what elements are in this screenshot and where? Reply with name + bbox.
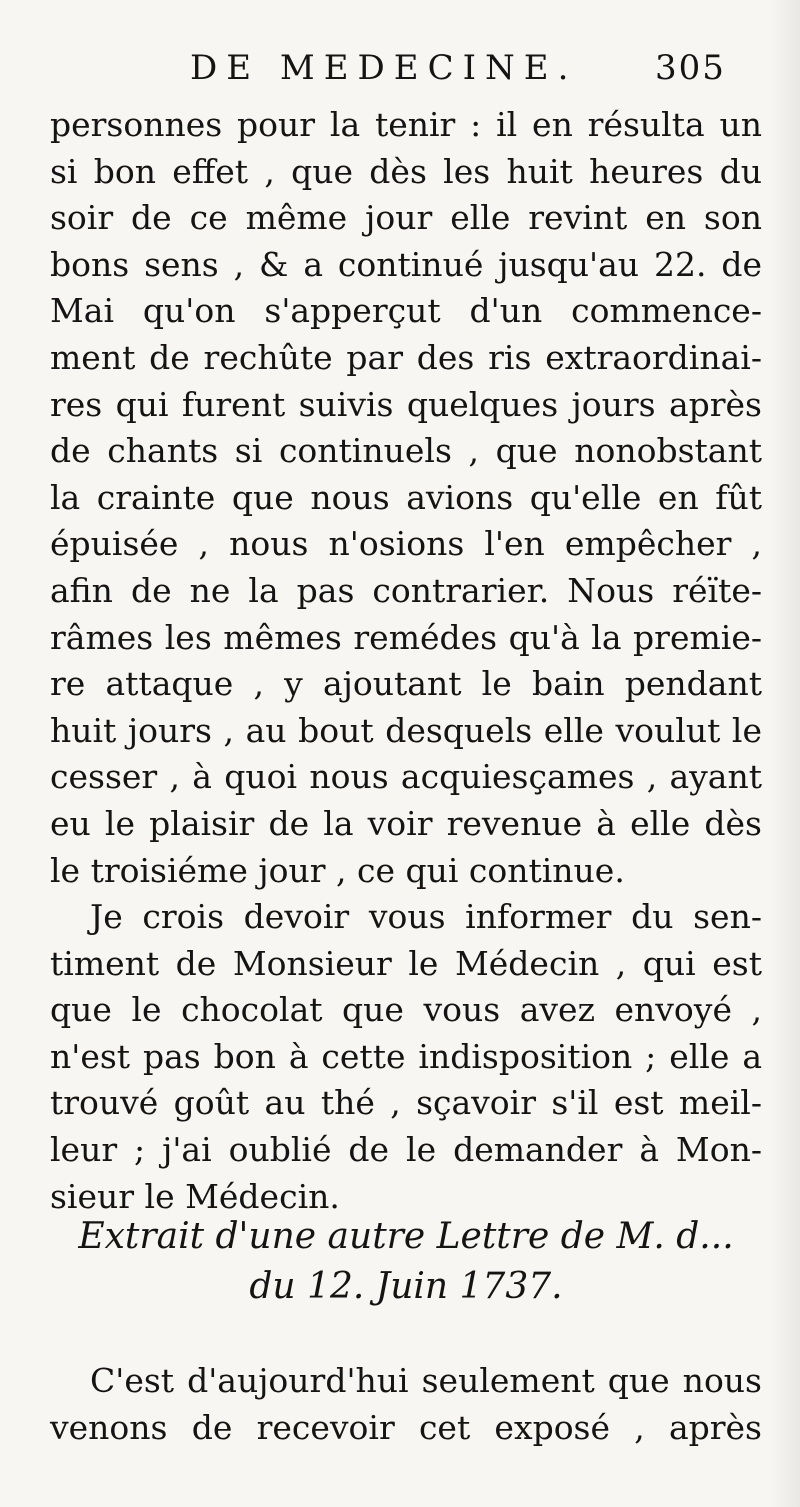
page-header xyxy=(0,48,800,98)
text-line: timent de Monsieur le Médecin , qui est xyxy=(50,943,762,983)
text-line: épuisée , nous n'osions l'en empêcher , xyxy=(50,524,762,564)
text-line: la crainte que nous avions qu'elle en fût xyxy=(50,477,762,517)
text-line: n'est pas bon à cette indisposition ; elle a xyxy=(50,1036,762,1076)
text-line: venons de recevoir cet exposé , après xyxy=(50,1407,762,1447)
text-line: Mai qu'on s'apperçut d'un commence- xyxy=(50,291,762,331)
page-edge-shadow xyxy=(770,0,800,1507)
text-line: sieur le Médecin. xyxy=(50,1176,340,1216)
text-line: trouvé goût au thé , sçavoir s'il est meil- xyxy=(50,1083,762,1123)
text-line: ment de rechûte par des ris extraordinai- xyxy=(50,337,762,377)
text-line: râmes les mêmes remédes qu'à la premie- xyxy=(50,617,762,657)
text-line: soir de ce même jour elle revint en son xyxy=(50,198,762,238)
subheading-date: du 12. Juin 1737. xyxy=(249,1266,563,1307)
body-text xyxy=(50,102,762,1220)
subheading-title: Extrait d'une autre Lettre de M. d... xyxy=(78,1216,734,1257)
text-line: personnes pour la tenir : il en résulta un xyxy=(50,105,762,144)
paragraph-1 xyxy=(50,102,762,894)
page-number: 305 xyxy=(655,48,726,88)
text-line: de chants si continuels , que nonobstant xyxy=(50,431,762,471)
text-line: Je crois devoir vous informer du sen- xyxy=(90,897,762,937)
text-line: huit jours , au bout desquels elle voulut le xyxy=(50,710,762,750)
text-line: le troisiéme jour , ce qui continue. xyxy=(50,850,625,890)
paragraph-2 xyxy=(50,894,762,1220)
text-line: cesser , à quoi nous acquiesçames , ayant xyxy=(50,757,762,797)
text-line: leur ; j'ai oublié de le demander à Mon- xyxy=(50,1130,762,1170)
letter-subheading xyxy=(50,1212,762,1312)
text-line: si bon effet , que dès les huit heures du xyxy=(50,151,762,191)
running-head: DE MEDECINE. xyxy=(190,48,578,88)
text-line: re attaque , y ajoutant le bain pendant xyxy=(50,664,762,704)
text-line: C'est d'aujourd'hui seulement que nous xyxy=(90,1361,762,1400)
text-line: eu le plaisir de la voir revenue à elle dès xyxy=(50,803,762,843)
text-line: que le chocolat que vous avez envoyé , xyxy=(50,990,762,1030)
closing-paragraph xyxy=(50,1358,762,1451)
text-line: res qui furent suivis quelques jours après xyxy=(50,384,762,424)
text-line: bons sens , & a continué jusqu'au 22. de xyxy=(50,244,762,284)
text-line: afin de ne la pas contrarier. Nous réïte- xyxy=(50,570,762,610)
